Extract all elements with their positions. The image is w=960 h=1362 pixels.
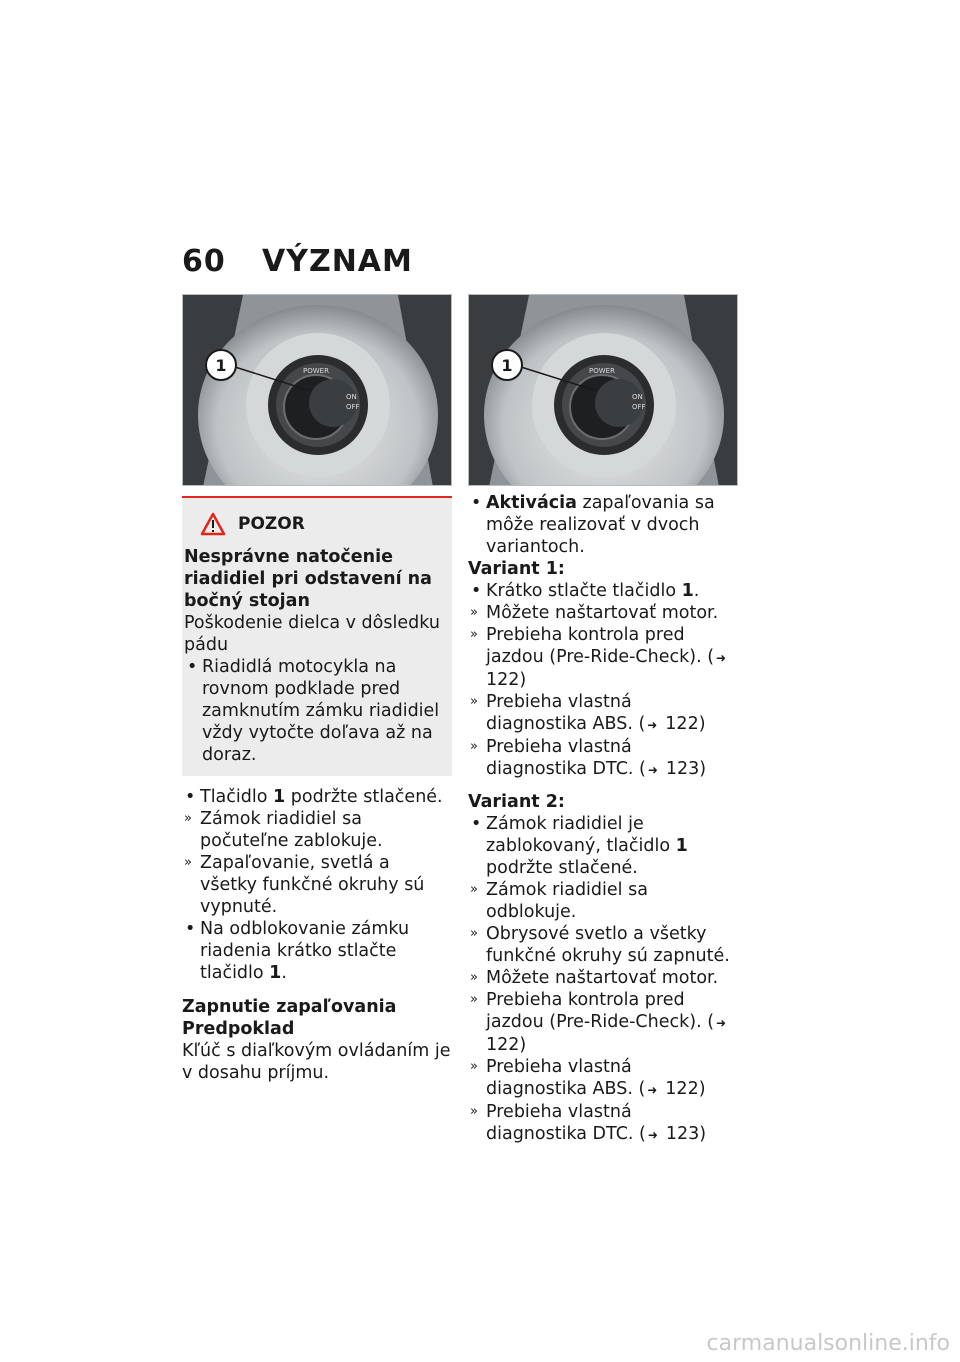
- page-reference[interactable]: 123): [665, 1124, 707, 1144]
- warning-text: Poškodenie dielca v dôsledku pádu: [184, 613, 440, 655]
- page-reference[interactable]: 122): [486, 670, 527, 690]
- ignition-photo-left: [182, 294, 452, 486]
- page-reference-arrow-icon: ➜: [716, 651, 727, 665]
- result-item: » Prebieha vlastná diagnostika ABS. ( ➜ 122): [468, 1056, 738, 1101]
- result-item: » Prebieha kontrola pred jazdou (Pre-Ride-Check). ( ➜122): [468, 989, 738, 1056]
- watermark: carmanualsonline.info: [706, 1331, 950, 1356]
- page-reference-arrow-icon: ➜: [716, 1016, 727, 1030]
- result-item: » Obrysové svetlo a všetky funkčné okruhy sú zapnuté.: [468, 923, 738, 967]
- page-title: VÝZNAM: [262, 244, 413, 279]
- page-reference[interactable]: 122): [665, 1079, 706, 1099]
- power-label: POWER: [589, 367, 615, 375]
- intro-item: • Aktivácia zapaľovania sa môže realizovať v dvoch variantoch.: [468, 492, 738, 558]
- result-item: » Zámok riadidiel sa odblokuje.: [468, 879, 738, 923]
- page-number: 60: [182, 244, 226, 279]
- prerequisite-title: Predpoklad: [182, 1019, 295, 1039]
- instruction-item: • Tlačidlo 1 podržte stlačené.: [182, 786, 452, 808]
- result-item: » Prebieha vlastná diagnostika DTC. ( ➜ 123): [468, 736, 738, 781]
- left-column: [182, 496, 452, 1084]
- instruction-item: • Na odblokovanie zámku riadenia krátko stlačte tlačidlo 1.: [182, 918, 452, 984]
- page-header: [182, 244, 413, 279]
- page-reference-arrow-icon: ➜: [647, 718, 658, 732]
- result-item: » Môžete naštartovať motor.: [468, 602, 738, 624]
- on-label: ON: [632, 393, 643, 401]
- section-title: Zapnutie zapaľovania: [182, 997, 397, 1017]
- result-item: » Zámok riadidiel sa počuteľne zablokuje.: [182, 808, 452, 852]
- on-label: ON: [346, 393, 357, 401]
- instruction-item: • Zámok riadidiel je zablokovaný, tlačidlo 1 podržte stlačené.: [468, 813, 738, 879]
- off-label: OFF: [346, 403, 360, 411]
- warning-header: [200, 512, 446, 536]
- warning-bullet: • Riadidlá motocykla na rovnom podklade pred zamknutím zámku riadidiel vždy vytočte doľava až na doraz.: [184, 656, 446, 766]
- result-item: » Prebieha kontrola pred jazdou (Pre-Ride-Check). ( ➜122): [468, 624, 738, 691]
- result-item: » Prebieha vlastná diagnostika ABS. ( ➜ 122): [468, 691, 738, 736]
- result-item: » Prebieha vlastná diagnostika DTC. ( ➜ 123): [468, 1101, 738, 1146]
- result-item: » Môžete naštartovať motor.: [468, 967, 738, 989]
- right-column: [468, 492, 738, 1146]
- warning-box: [182, 496, 452, 776]
- ignition-photo-right: [468, 294, 738, 486]
- warning-title: Nesprávne natočenie riadidiel pri odstavení na bočný stojan: [184, 547, 432, 611]
- off-label: OFF: [632, 403, 646, 411]
- page-reference-arrow-icon: ➜: [647, 1128, 658, 1142]
- page-reference-arrow-icon: ➜: [647, 763, 658, 777]
- page-reference[interactable]: 123): [665, 759, 707, 779]
- page-reference-arrow-icon: ➜: [647, 1083, 658, 1097]
- callout-number: 1: [215, 356, 227, 375]
- page-reference[interactable]: 122): [665, 714, 706, 734]
- variant-2-title: Variant 2:: [468, 792, 565, 812]
- power-label: POWER: [303, 367, 329, 375]
- page-reference[interactable]: 122): [486, 1035, 527, 1055]
- prerequisite-text: Kľúč s diaľkovým ovládaním je v dosahu príjmu.: [182, 1041, 451, 1083]
- variant-1-title: Variant 1:: [468, 559, 565, 579]
- instruction-item: • Krátko stlačte tlačidlo 1.: [468, 580, 738, 602]
- callout-number: 1: [501, 356, 513, 375]
- result-item: » Zapaľovanie, svetlá a všetky funkčné okruhy sú vypnuté.: [182, 852, 452, 918]
- warning-triangle-icon: [200, 512, 226, 536]
- warning-label: POZOR: [238, 514, 305, 534]
